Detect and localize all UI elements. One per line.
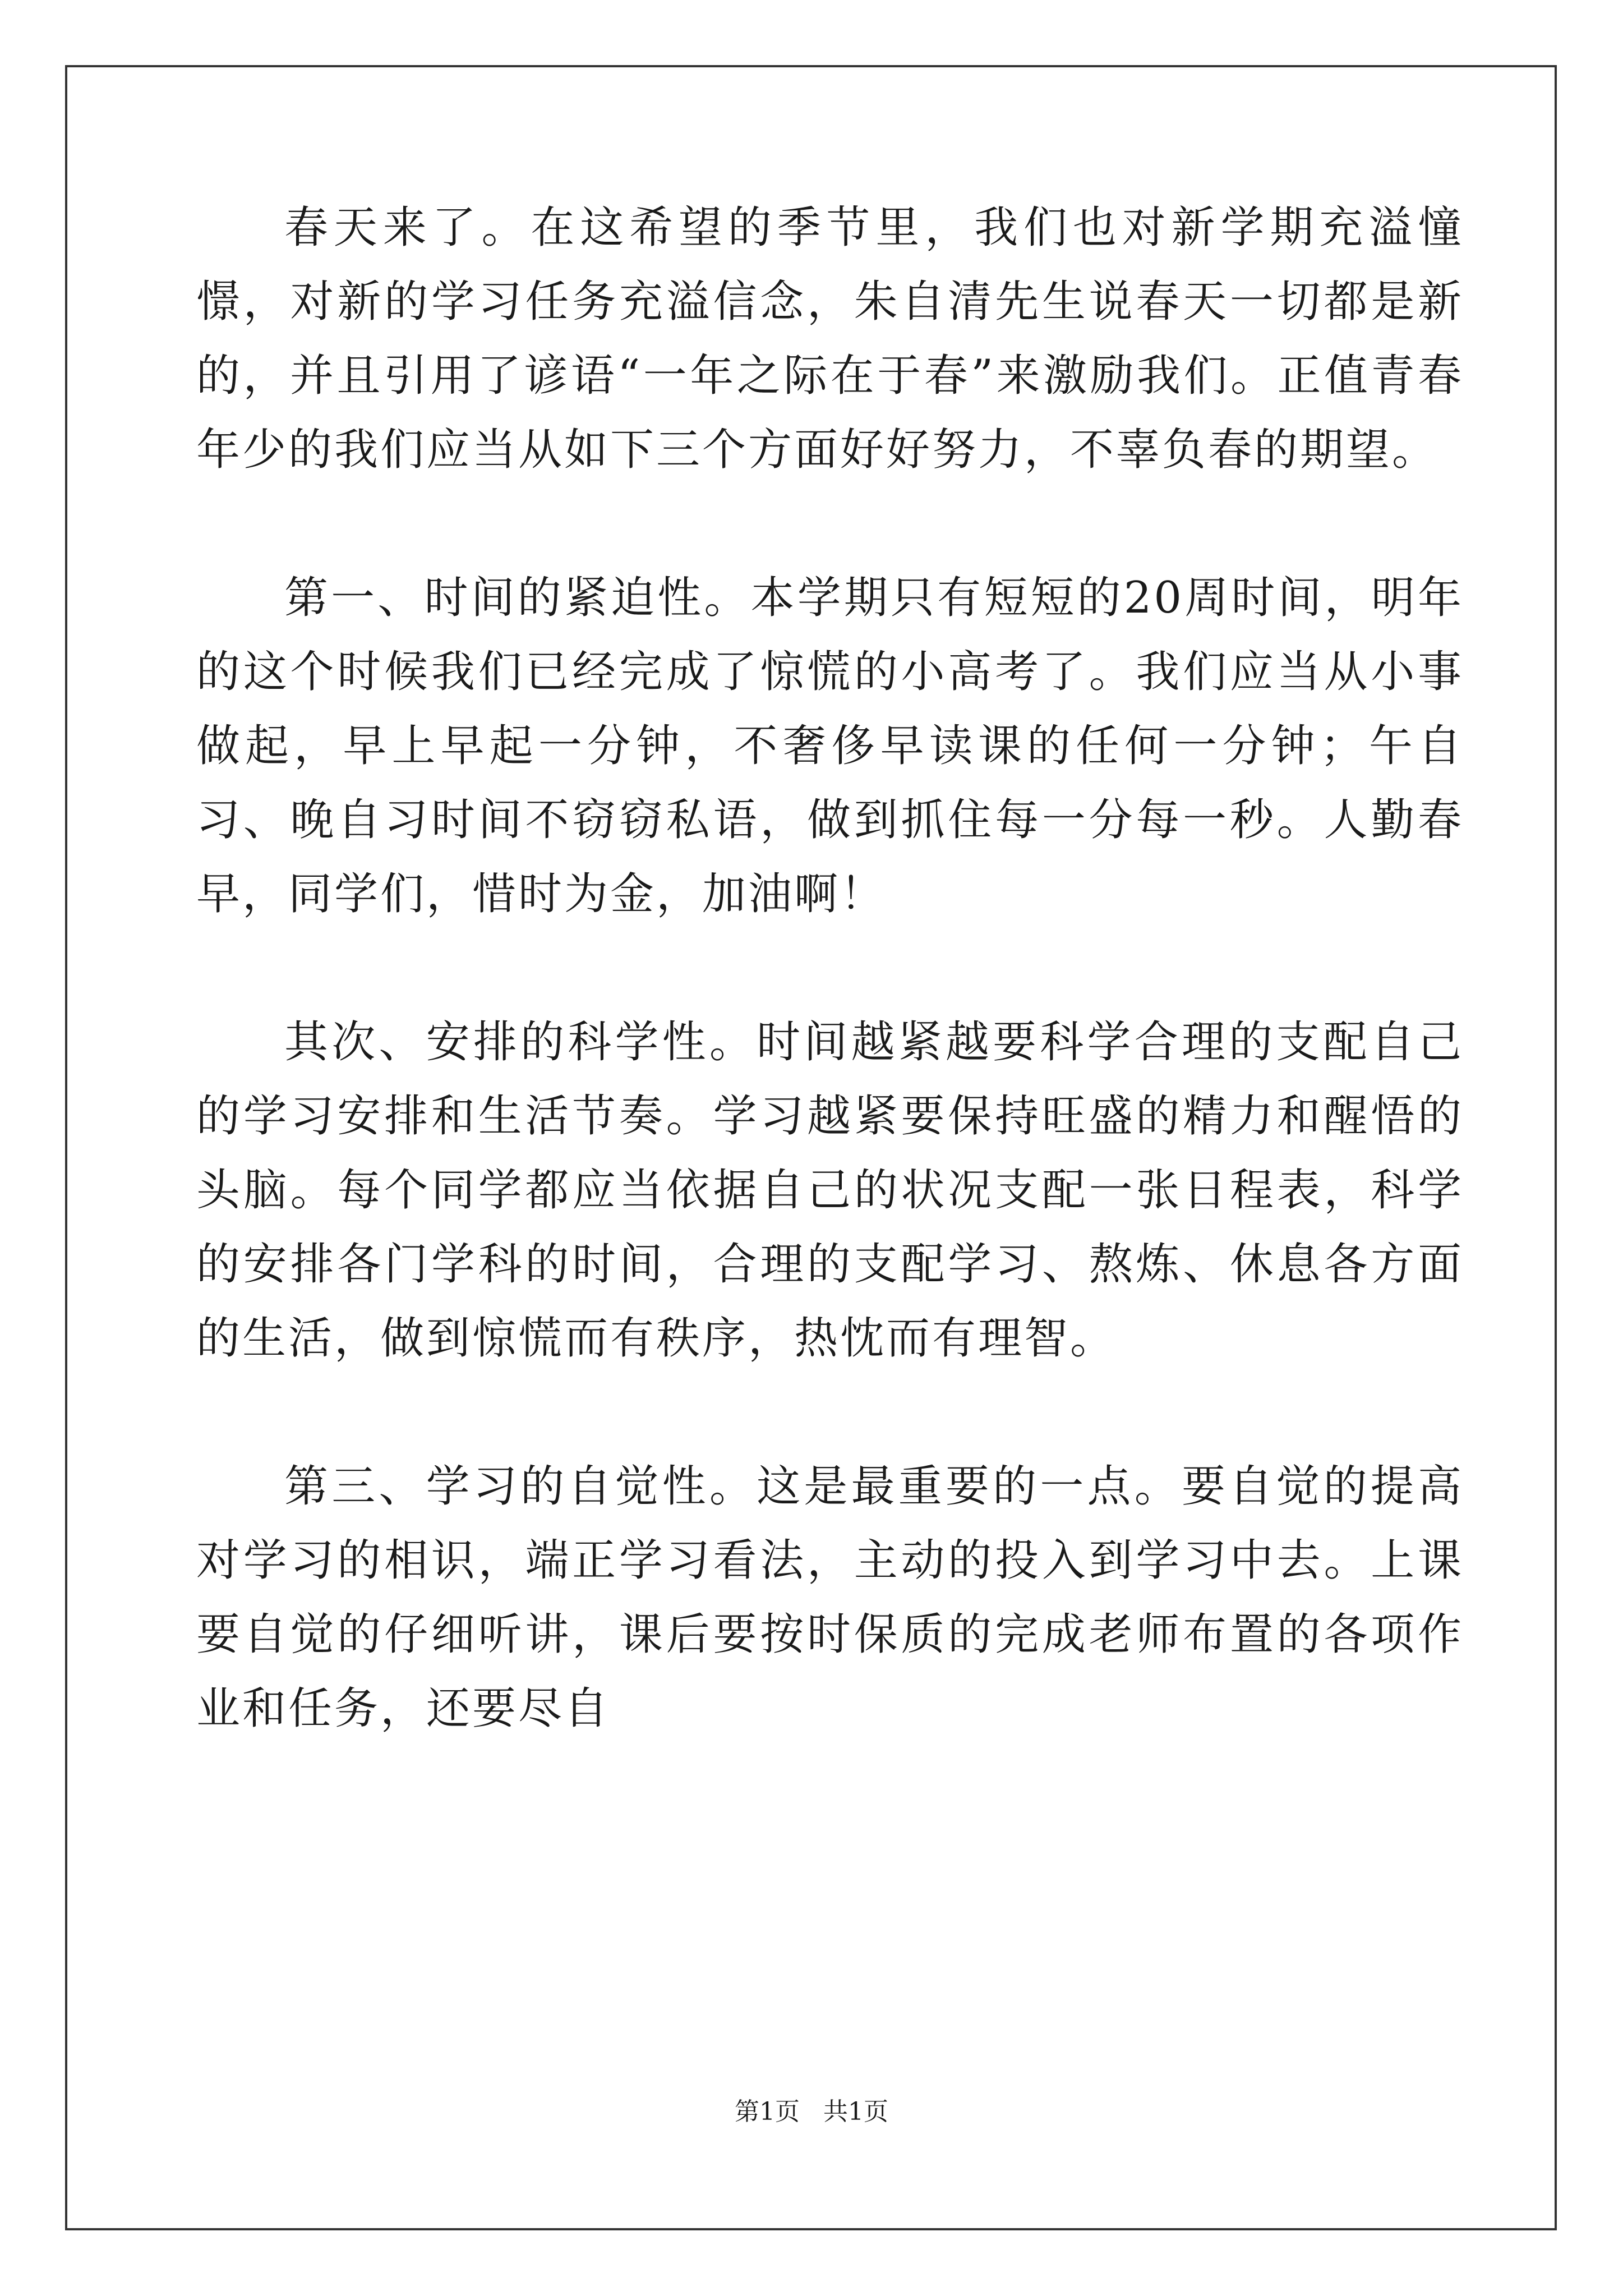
paragraph-intro: 春天来了。在这希望的季节里，我们也对新学期充溢憧憬，对新的学习任务充溢信念，朱自清先生说春天一切都是新的，并且引用了谚语“一年之际在于春”来激励我们。正值青春年少的我们应当从如下三个方面好好努力，不辜负春的期望。 — [196, 203, 1464, 475]
page-footer: 第1页 共1页 — [735, 2097, 888, 2126]
paragraph-first-point: 第一、时间的紧迫性。本学期只有短短的20周时间，明年的这个时候我们已经完成了惊慌的小高考了。我们应当从小事做起，早上早起一分钟，不奢侈早读课的任何一分钟；午自习、晚自习时间不窃窃私语，做到抓住每一分每一秒。人勤春早，同学们，惜时为金，加油啊！ — [196, 573, 1464, 919]
paragraph-second-point: 其次、安排的科学性。时间越紧越要科学合理的支配自己的学习安排和生活节奏。学习越紧要保持旺盛的精力和醒悟的头脑。每个同学都应当依据自己的状况支配一张日程表，科学的安排各门学科的时间，合理的支配学习、熬炼、休息各方面的生活，做到惊慌而有秩序，热忱而有理智。 — [196, 1017, 1464, 1364]
document-body — [196, 191, 1464, 1746]
paragraph-third-point: 第三、学习的自觉性。这是最重要的一点。要自觉的提高对学习的相识，端正学习看法，主动的投入到学习中去。上课要自觉的仔细听讲，课后要按时保质的完成老师布置的各项作业和任务，还要尽自 — [196, 1461, 1464, 1734]
